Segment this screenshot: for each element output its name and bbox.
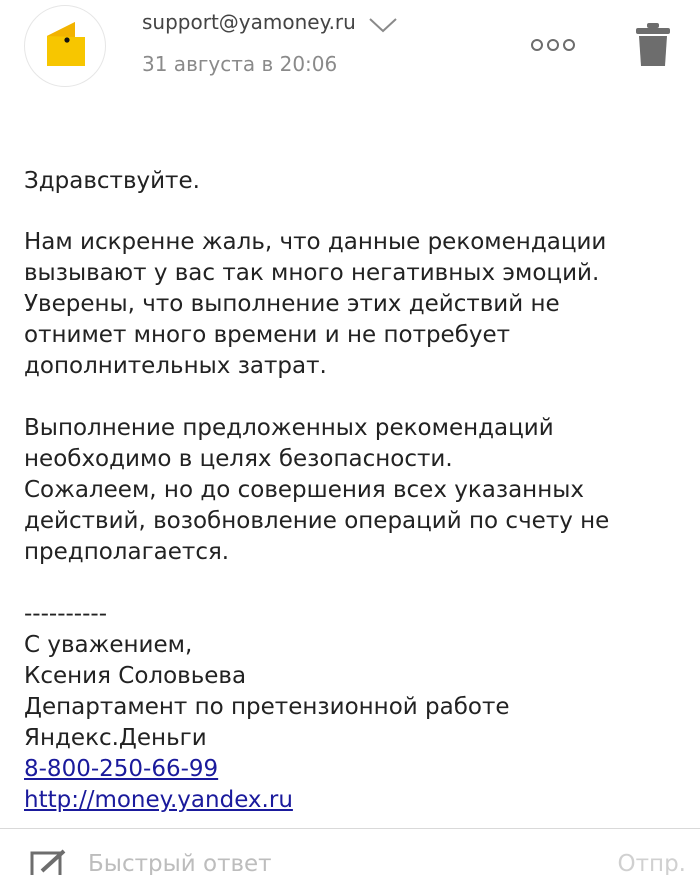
more-options-icon[interactable]	[528, 34, 578, 56]
website-link[interactable]: http://money.yandex.ru	[24, 787, 293, 813]
signature-separator: ----------	[24, 601, 107, 627]
signature-company: Яндекс.Деньги	[24, 725, 207, 751]
message-date: 31 августа в 20:06	[142, 52, 338, 76]
message-paragraph-1	[24, 227, 674, 382]
paragraph-line: действий, возобновление операций по счету не	[24, 508, 610, 534]
quick-reply-bar[interactable]	[0, 829, 700, 875]
message-paragraph-2	[24, 413, 674, 568]
paragraph-line: Сожалеем, но до совершения всех указанных	[24, 477, 585, 503]
paragraph-line: предполагается.	[24, 539, 230, 565]
trash-icon[interactable]	[634, 22, 672, 68]
signature-department: Департамент по претензионной работе	[24, 694, 510, 720]
sender-email[interactable]: support@yamoney.ru	[142, 10, 356, 34]
sender-avatar[interactable]	[24, 5, 106, 87]
paragraph-line: дополнительных затрат.	[24, 353, 327, 379]
signature-name: Ксения Соловьева	[24, 663, 247, 689]
paragraph-line: Уверены, что выполнение этих действий не	[24, 291, 560, 317]
paragraph-line: необходимо в целях безопасности.	[24, 446, 453, 472]
phone-link[interactable]: 8-800-250-66-99	[24, 756, 219, 782]
yandex-money-wallet-logo-icon	[25, 6, 107, 88]
quick-reply-input[interactable]: Быстрый ответ	[88, 851, 272, 875]
greeting: Здравствуйте.	[24, 168, 200, 194]
signature-closing: С уважением,	[24, 632, 193, 658]
paragraph-line: Выполнение предложенных рекомендаций	[24, 415, 554, 441]
chevron-down-icon[interactable]	[368, 16, 398, 36]
signature	[24, 630, 674, 816]
paragraph-line: отнимет много времени и не потребует	[24, 322, 511, 348]
compose-icon[interactable]	[30, 849, 68, 875]
send-button[interactable]: Отпр.	[617, 851, 686, 875]
paragraph-line: Нам искренне жаль, что данные рекомендации	[24, 229, 607, 255]
paragraph-line: вызывают у вас так много негативных эмоций.	[24, 260, 600, 286]
message-header	[0, 0, 700, 100]
